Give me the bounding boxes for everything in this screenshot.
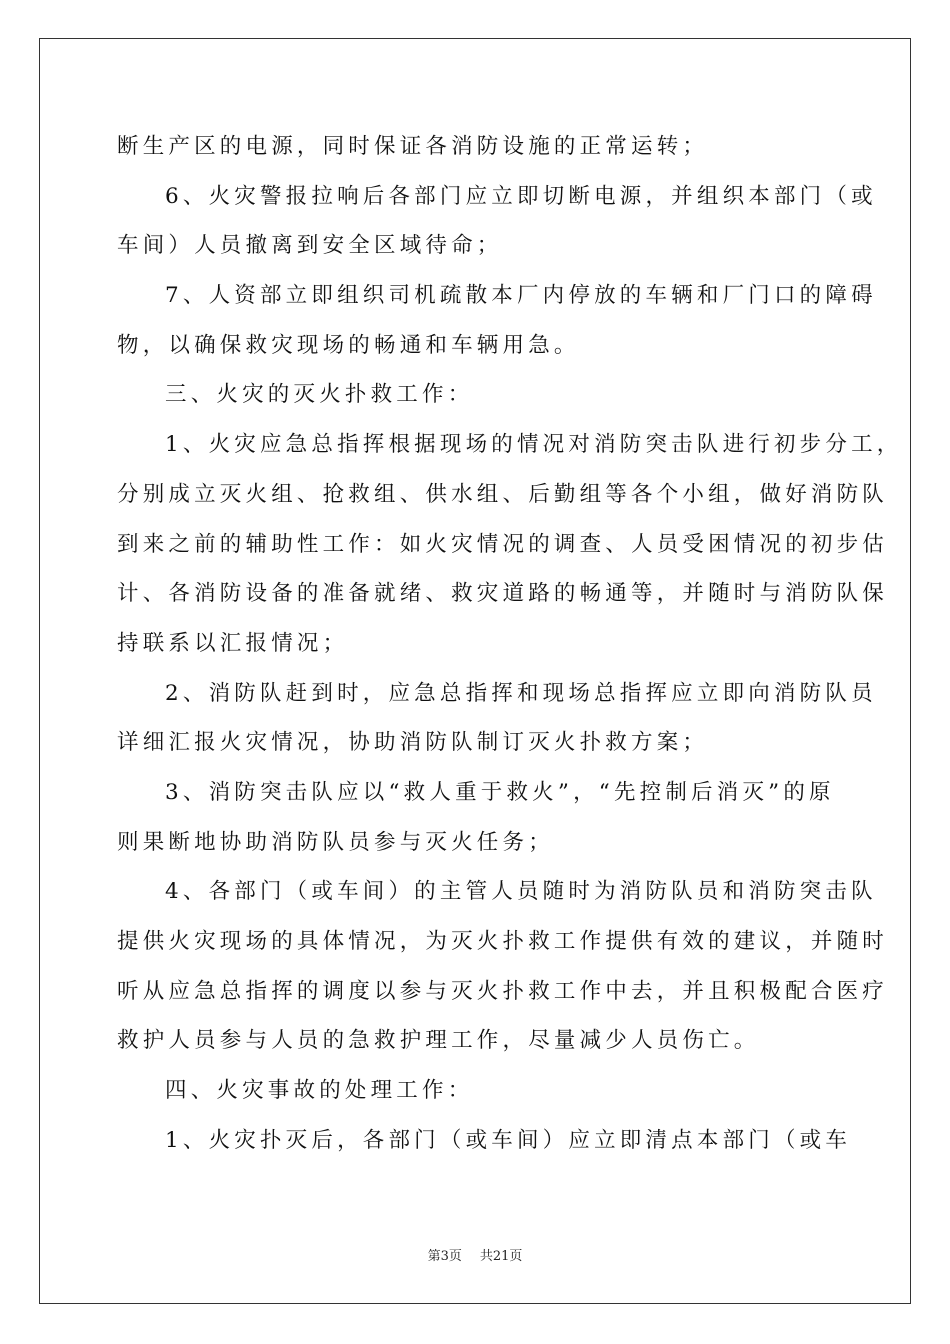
text-line: 断生产区的电源，同时保证各消防设施的正常运转；	[117, 134, 709, 159]
text-line: 物，以确保救灾现场的畅通和车辆用急。	[117, 332, 580, 358]
page-total: 共21页	[479, 1249, 523, 1264]
text-line: 1、火灾应急总指挥根据现场的情况对消防突击队进行初步分工，	[165, 432, 903, 458]
page-number: 第3页	[427, 1249, 462, 1264]
text-line: 救护人员参与人员的急救护理工作，尽量减少人员伤亡。	[117, 1028, 760, 1054]
text-line: 7、人资部立即组织司机疏散本厂内停放的车辆和厂门口的障碍	[165, 283, 877, 309]
text-line: 4、各部门（或车间）的主管人员随时为消防队员和消防突击队	[165, 879, 877, 905]
text-line: 1、火灾扑灭后，各部门（或车间）应立即清点本部门（或车	[165, 1127, 852, 1153]
text-line: 车间）人员撤离到安全区域待命；	[117, 233, 503, 259]
section-heading: 三、火灾的灭火扑救工作：	[165, 382, 474, 408]
text-line: 6、火灾警报拉响后各部门应立即切断电源，并组织本部门（或	[165, 183, 877, 209]
document-body	[117, 122, 903, 1165]
section-heading: 四、火灾事故的处理工作：	[165, 1078, 474, 1104]
text-line: 2、消防队赶到时，应急总指挥和现场总指挥应立即向消防队员	[165, 680, 877, 706]
page-footer	[0, 1245, 950, 1264]
text-line: 到来之前的辅助性工作：如火灾情况的调查、人员受困情况的初步估	[117, 531, 889, 557]
text-line: 持联系以汇报情况；	[117, 630, 349, 656]
text-line: 计、各消防设备的准备就绪、救灾道路的畅通等，并随时与消防队保	[117, 581, 889, 607]
text-line: 分别成立灭火组、抢救组、供水组、后勤组等各个小组，做好消防队	[117, 481, 889, 507]
text-line: 3、消防突击队应以“救人重于救火”，“先控制后消灭”的原	[165, 779, 835, 805]
text-line: 提供火灾现场的具体情况，为灭火扑救工作提供有效的建议，并随时	[117, 929, 889, 954]
text-line: 详细汇报火灾情况，协助消防队制订灭火扑救方案；	[117, 730, 709, 756]
text-line: 则果断地协助消防队员参与灭火任务；	[117, 829, 554, 855]
text-line: 听从应急总指挥的调度以参与灭火扑救工作中去，并且积极配合医疗	[117, 978, 889, 1004]
